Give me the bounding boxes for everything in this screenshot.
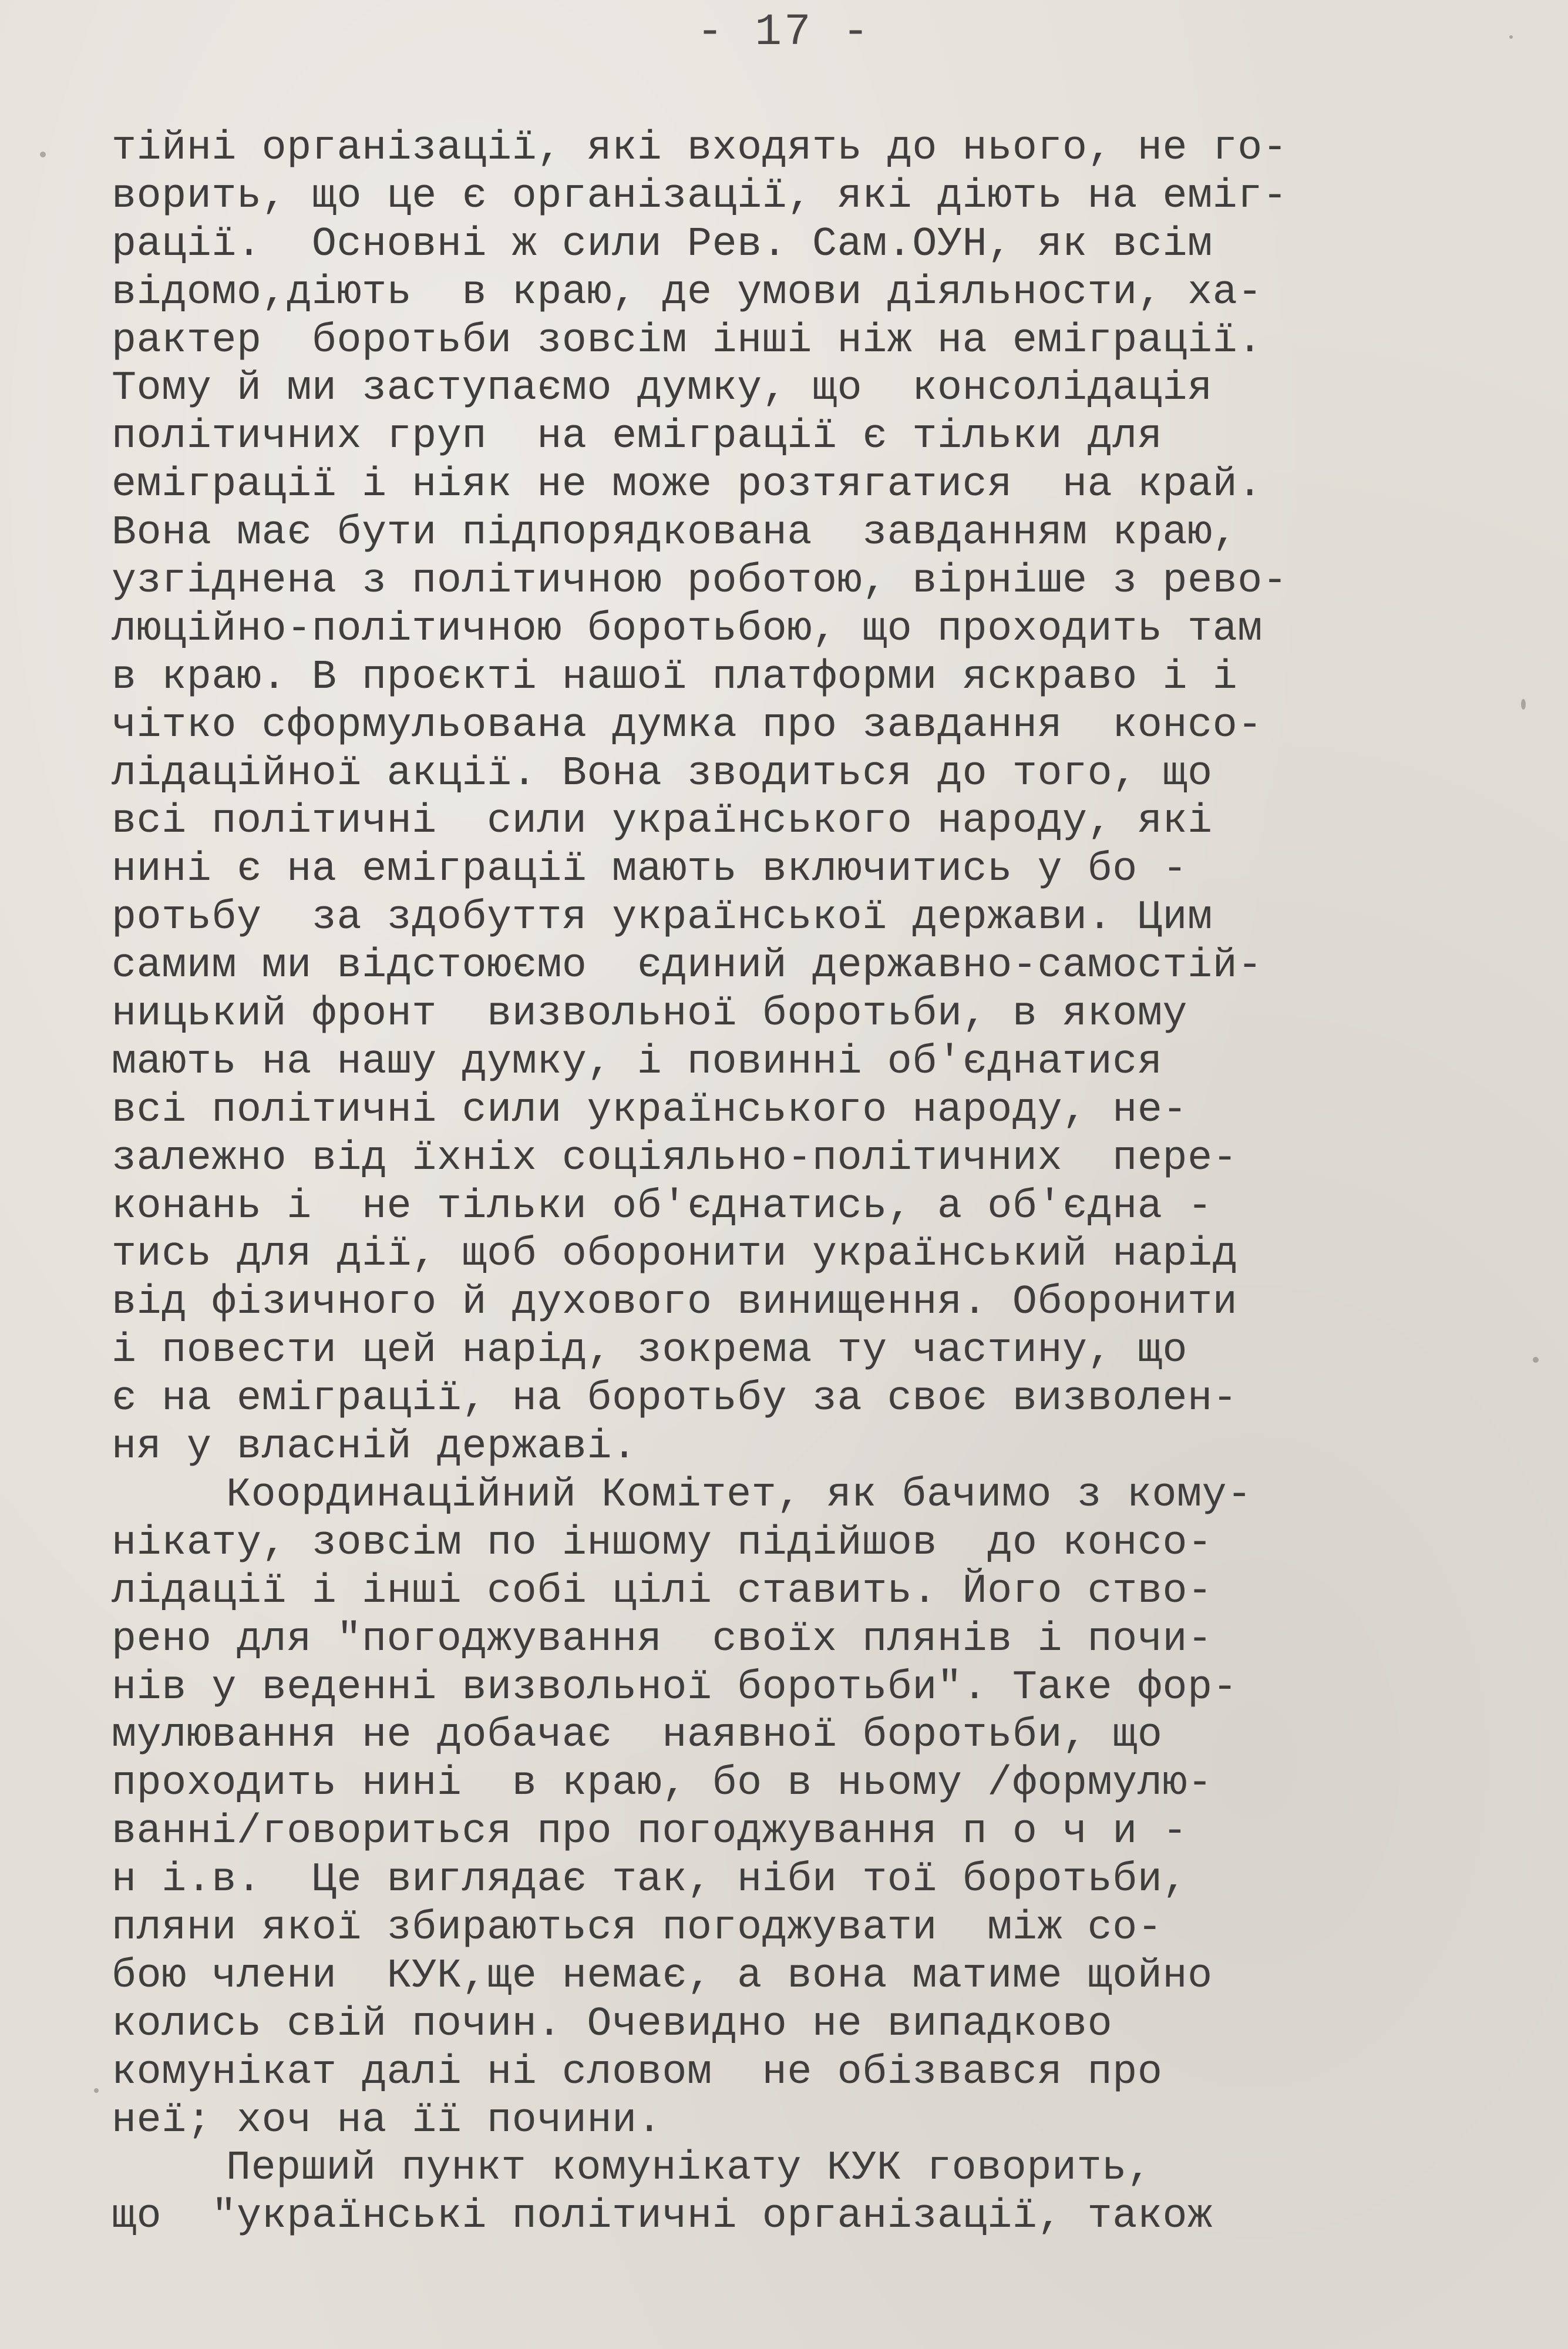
text-line: в краю. В проєкті нашої платформи яскраво і і [112, 654, 1238, 701]
paper-speck [1533, 1357, 1539, 1363]
text-line: рено для "погоджування своїх плянів і почи- [112, 1616, 1213, 1663]
text-line: Тому й ми заступаємо думку, що консолідація [112, 365, 1213, 412]
text-line: ванні/говориться про погоджування п о ч и - [112, 1809, 1188, 1856]
text-line: ворить, що це є організації, які діють на еміг- [112, 173, 1288, 220]
text-line: проходить нині в краю, бо в ньому /формулю- [112, 1760, 1213, 1807]
text-line: бою члени КУК,ще немає, а вона матиме щойно [112, 1953, 1213, 1999]
text-line: політичних груп на еміграції є тільки для [112, 414, 1163, 461]
text-line: ня у власній державі. [112, 1424, 637, 1471]
text-line: є на еміграції, на боротьбу за своє визволен- [112, 1376, 1238, 1423]
text-line: всі політичні сили українського народу, які [112, 798, 1213, 845]
text-line: тись для дії, щоб оборонити український нарід [112, 1231, 1238, 1278]
paragraph-start-line: Координаційний Комітет, як бачимо з кому- [226, 1471, 1252, 1518]
text-line: чітко сформульована думка про завдання консо- [112, 702, 1263, 749]
page-number: - 17 - [696, 7, 872, 58]
text-line: лідації і інші собі цілі ставить. Його ство- [112, 1568, 1213, 1615]
text-line: ротьбу за здобуття української держави. Цим [112, 895, 1213, 942]
text-line: самим ми відстоюємо єдиний державно-самостій- [112, 943, 1263, 990]
text-line: Вона має бути підпорядкована завданням краю, [112, 510, 1238, 557]
text-line: рації. Основні ж сили Рев. Сам.ОУН, як всім [112, 221, 1213, 268]
text-line: мають на нашу думку, і повинні об'єднатися [112, 1039, 1163, 1086]
text-line: еміграції і ніяк не може розтягатися на край. [112, 462, 1263, 509]
paper-speck [94, 2088, 99, 2093]
text-line: неї; хоч на її почини. [112, 2097, 662, 2144]
text-line: конань і не тільки об'єднатись, а об'єдна - [112, 1183, 1213, 1230]
text-line: н і.в. Це виглядає так, ніби тої боротьби, [112, 1857, 1188, 1904]
text-line: лідаційної акції. Вона зводиться до того, що [112, 750, 1213, 797]
paper-speck [40, 152, 46, 157]
paper-speck [1521, 699, 1526, 710]
text-line: відомо,діють в краю, де умови діяльности, ха- [112, 269, 1263, 316]
text-line: нікату, зовсім по іншому підійшов до консо- [112, 1520, 1213, 1567]
text-line: і повести цей нарід, зокрема ту частину, що [112, 1328, 1188, 1375]
text-line: люційно-політичною боротьбою, що проходить там [112, 606, 1263, 653]
text-line: мулювання не добачає наявної боротьби, що [112, 1712, 1163, 1759]
text-line: комунікат далі ні словом не обізвався про [112, 2049, 1163, 2096]
paper-speck [1509, 35, 1513, 39]
text-line: тійні організації, які входять до нього, не го- [112, 125, 1288, 172]
text-line: пляни якої збираються погоджувати між со- [112, 1904, 1163, 1951]
text-line: залежно від їхніх соціяльно-політичних пере- [112, 1135, 1238, 1182]
document-body [112, 125, 1521, 2241]
text-line: колись свій почин. Очевидно не випадково [112, 2001, 1113, 2048]
text-line: нів у веденні визвольної боротьби". Таке фор- [112, 1664, 1238, 1711]
paragraph-start-line: Перший пункт комунікату КУК говорить, [226, 2145, 1152, 2192]
text-line: від фізичного й духового винищення. Оборонити [112, 1279, 1238, 1326]
text-line: рактер боротьби зовсім інші ніж на еміграції. [112, 317, 1263, 364]
text-line: нині є на еміграції мають включитись у бо - [112, 846, 1188, 893]
text-line: узгіднена з політичною роботою, вірніше з рево- [112, 558, 1288, 605]
text-line: що "українські політичні організації, також [112, 2193, 1213, 2240]
text-line: ницький фронт визвольної боротьби, в якому [112, 991, 1188, 1038]
text-line: всі політичні сили українського народу, не- [112, 1087, 1188, 1134]
